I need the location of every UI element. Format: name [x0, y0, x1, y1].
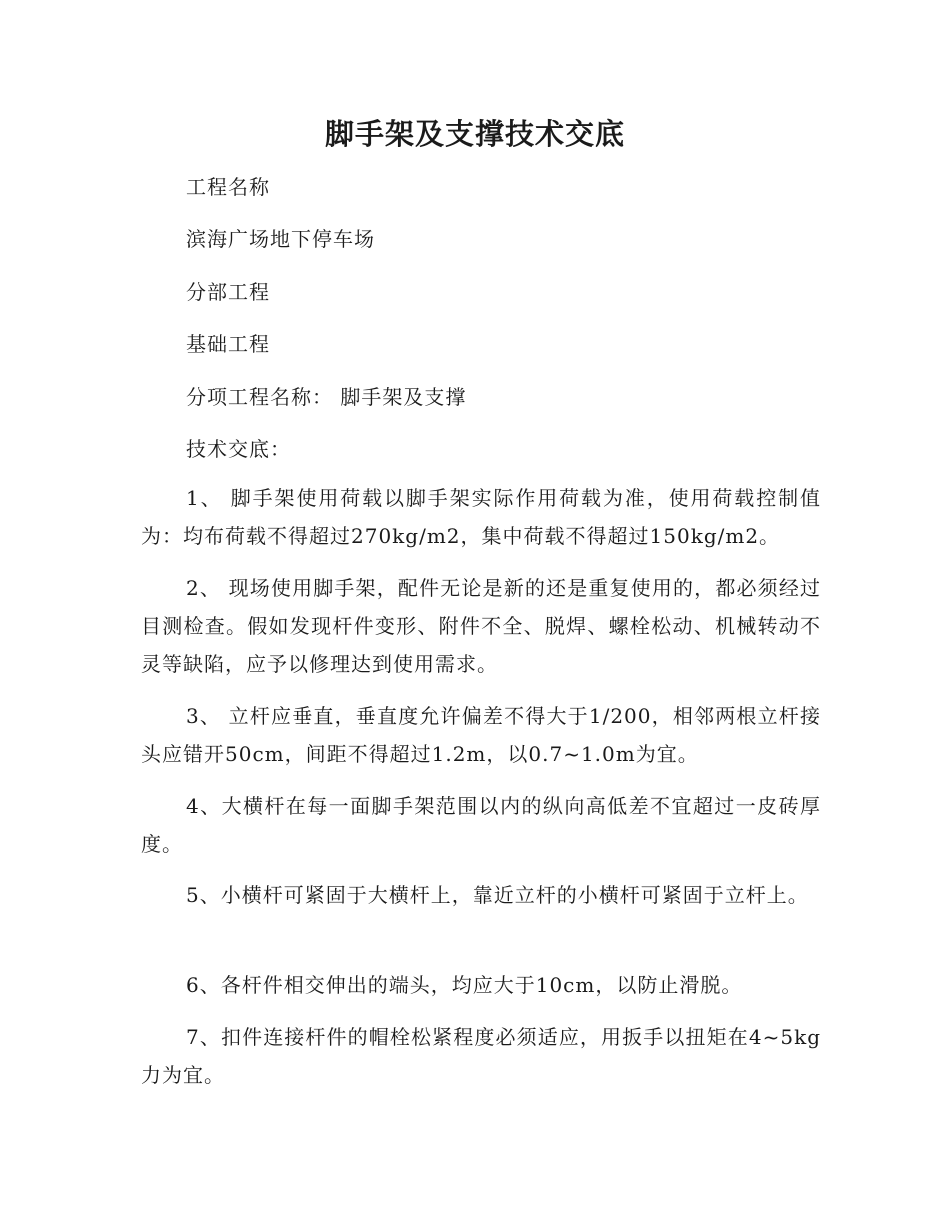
division-value: 基础工程: [186, 332, 270, 356]
project-name-label: 工程名称: [186, 175, 270, 199]
paragraph-3: 3、 立杆应垂直，垂直度允许偏差不得大于1/200，相邻两根立杆接头应错开50cm，间距不得超过1.2m，以0.7~1.0m为宜。: [141, 704, 821, 766]
paragraph-7: 7、扣件连接杆件的帽栓松紧程度必须适应，用扳手以扭矩在4~5kg力为宜。: [141, 1025, 821, 1087]
technical-briefing-label: 技术交底：: [186, 437, 291, 461]
document-title: 脚手架及支撑技术交底: [324, 117, 625, 151]
project-name-value: 滨海广场地下停车场: [186, 227, 375, 251]
division-label: 分部工程: [186, 280, 270, 304]
paragraph-5: 5、小横杆可紧固于大横杆上，靠近立杆的小横杆可紧固于立杆上。: [186, 883, 809, 907]
paragraph-1: 1、 脚手架使用荷载以脚手架实际作用荷载为准，使用荷载控制值为：均布荷载不得超过270kg/m2，集中荷载不得超过150kg/m2。: [141, 486, 821, 548]
paragraph-2: 2、 现场使用脚手架，配件无论是新的还是重复使用的，都必须经过目测检查。假如发现杆件变形、附件不全、脱焊、螺栓松动、机械转动不灵等缺陷，应予以修理达到使用需求。: [141, 576, 821, 676]
paragraph-6: 6、各杆件相交伸出的端头，均应大于10cm，以防止滑脱。: [186, 973, 743, 997]
subitem-name: 分项工程名称： 脚手架及支撑: [186, 385, 467, 409]
paragraph-4: 4、大横杆在每一面脚手架范围以内的纵向高低差不宜超过一皮砖厚度。: [141, 794, 821, 856]
